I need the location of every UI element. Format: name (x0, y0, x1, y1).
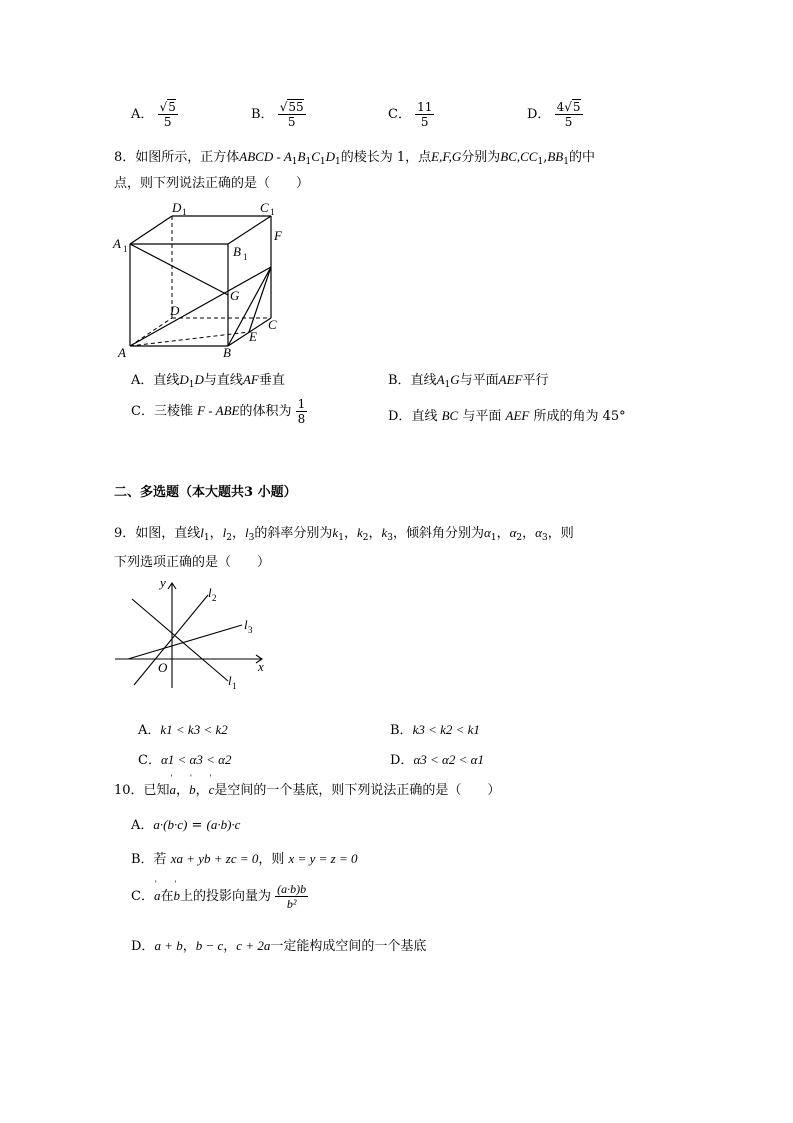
q8-stem-line2: 点，则下列说法正确的是（ ） (114, 176, 310, 191)
label-d: D (170, 303, 180, 318)
svg-text:1: 1 (232, 681, 237, 691)
q9-graph (110, 573, 280, 693)
label-f: F (274, 228, 282, 243)
q8-option-c: C．三棱锥 F - ABE的体积为 $\frac{1}{8}$ (131, 397, 306, 426)
section-title: 二、多选题（本大题共3 小题） (114, 485, 297, 500)
line-l1-label: l (228, 673, 232, 688)
q8-option-d: D．直线 BC 与平面 AEF 所成的角为 45° (388, 408, 626, 424)
label-c: C (268, 317, 277, 332)
label-g: G (230, 288, 240, 303)
q9-stem-line1: 9．如图，直线$l_1$，$l_2$，$l_3$的斜率分别为$k_1$，$k_2$，$k_3$，倾斜角分别为$\alpha_1$，$\alpha_2$，$\alpha_3$，则 (114, 525, 574, 543)
svg-text:1: 1 (182, 207, 187, 217)
q7-option-d: D． $\frac{4√5}{5}$ (527, 100, 581, 129)
line-l3-label: l (244, 617, 248, 632)
q10-option-d: D．a + b，b − c，c + 2a一定能构成空间的一个基底 (131, 938, 427, 954)
q8-option-b: B．直线$A_1G$与平面AEF平行 (388, 372, 549, 390)
q7-option-b: B． $\frac{√55}{5}$ (251, 100, 304, 129)
q8-stem-line1: 8．如图所示，正方体ABCD - $A_1B_1C_1D_1$的棱长为 1，点E,F,G分别为$BC,CC_1,BB_1$的中 (114, 149, 595, 167)
label-c1: C (260, 200, 269, 215)
svg-text:1: 1 (243, 252, 248, 262)
label-e: E (249, 329, 257, 344)
q10-option-b: B．若 xa + yb + zc = 0，则 x = y = z = 0 (131, 851, 358, 867)
axis-y-label: y (160, 575, 166, 590)
origin-label: O (158, 660, 168, 675)
q9-option-c: C．α1 < α3 < α2 (138, 752, 232, 768)
q10-stem: 10．已知' a，' b，' c是空间的一个基底，则下列说法正确的是（ ） (114, 779, 500, 798)
q9-option-b: B．k3 < k2 < k1 (390, 722, 480, 738)
q10-option-c: C．' a在' b上的投影向量为 $\frac{(a\cdot b)b}{\text{b²}}$ (131, 882, 308, 911)
label-d1: D (172, 200, 182, 215)
q8-option-a: A．直线$D_1D$与直线AF垂直 (131, 372, 285, 390)
svg-text:3: 3 (248, 625, 253, 635)
q9-option-a: A．k1 < k3 < k2 (138, 722, 228, 738)
q10-option-a: A．a·(b·c) = (a·b)·c (131, 817, 241, 833)
label-a: A (118, 345, 126, 358)
q9-option-d: D．α3 < α2 < α1 (390, 752, 484, 768)
q9-stem-line2: 下列选项正确的是（ ） (114, 555, 271, 570)
label-a1: A (113, 236, 121, 251)
q7-option-c: C． $\frac{11}{5}$ (388, 100, 433, 129)
svg-text:2: 2 (212, 593, 217, 603)
axis-x-label: x (258, 659, 264, 674)
line-l2-label: l (208, 585, 212, 600)
q7-option-a: A． $\frac{√5}{5}$ (131, 100, 176, 129)
label-b: B (223, 345, 231, 358)
svg-text:1: 1 (123, 244, 128, 254)
label-b1: B (233, 244, 241, 259)
q8-cube-figure (110, 196, 300, 358)
svg-text:1: 1 (270, 207, 275, 217)
